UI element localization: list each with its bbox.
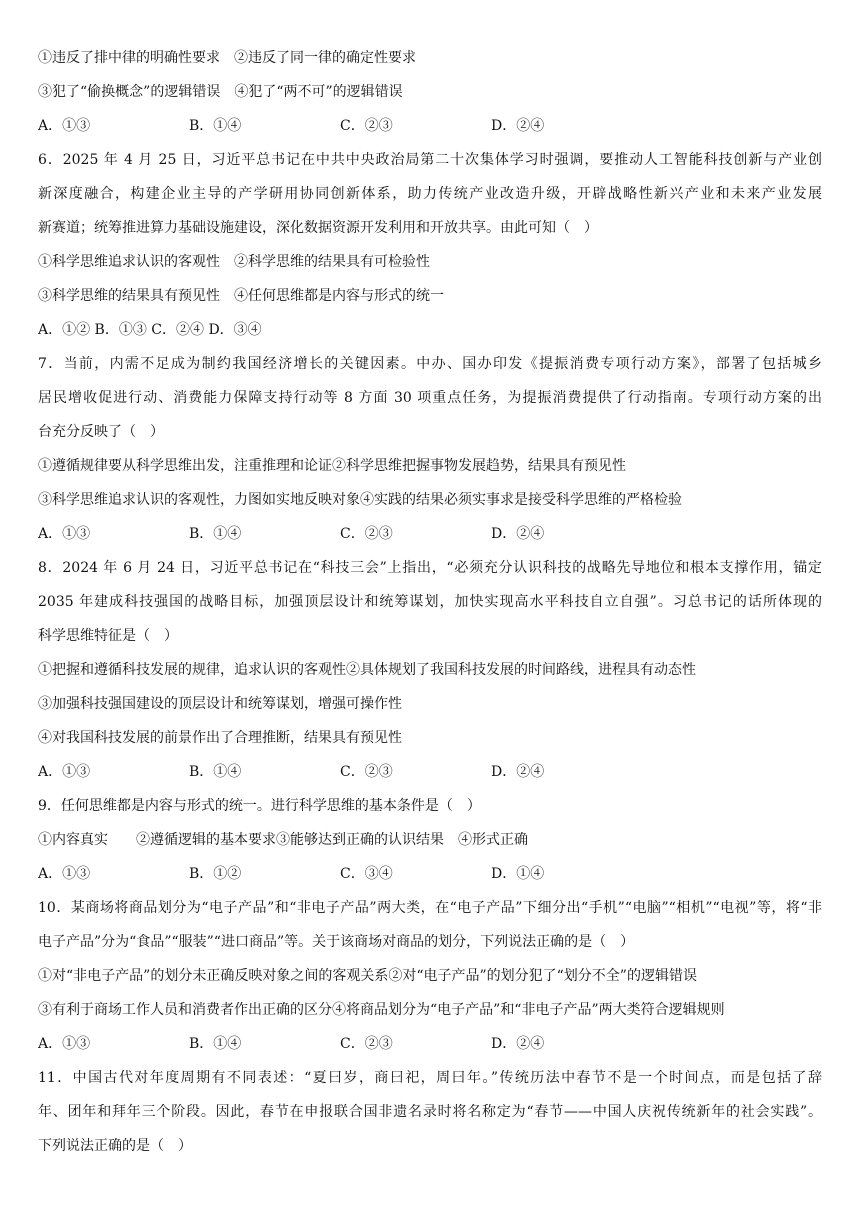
q6-item-line-1: ①科学思维追求认识的客观性 ②科学思维的结果具有可检验性 <box>38 254 430 270</box>
q5-item-line-2: ③犯了“偷换概念”的逻辑错误 ④犯了“两不可”的逻辑错误 <box>38 84 403 100</box>
q10-item-line-1: ①对“非电子产品”的划分未正确反映对象之间的客观关系②对“电子产品”的划分犯了“划分不全”的逻辑错误 <box>38 968 697 984</box>
q8-options <box>38 762 822 782</box>
q8-option-d[interactable]: D．②④ <box>491 764 545 780</box>
q10-stem-line-2: 电子产品”分为“食品”“服装”“进口商品”等。关于该商场对商品的划分，下列说法正确的是（ ） <box>38 934 635 950</box>
q7-stem-line-1: 7．当前，内需不足成为制约我国经济增长的关键因素。中办、国办印发《提振消费专项行动方案》，部署了包括城乡 <box>38 356 822 372</box>
q5-option-a[interactable]: A．①③ <box>38 118 91 134</box>
q8-option-c[interactable]: C．②③ <box>340 764 393 780</box>
q10-option-b[interactable]: B．①④ <box>189 1036 242 1052</box>
q9-item-line-1: ①内容真实 ②遵循逻辑的基本要求③能够达到正确的认识结果 ④形式正确 <box>38 832 528 848</box>
q10-option-a[interactable]: A．①③ <box>38 1036 91 1052</box>
q8-item-line-1: ①把握和遵循科技发展的规律，追求认识的客观性②具体规划了我国科技发展的时间路线，进程具有动态性 <box>38 662 696 678</box>
q11-stem-line-1: 11．中国古代对年度周期有不同表述：“夏曰岁，商曰祀，周曰年。”传统历法中春节不是一个时间点，而是包括了辞 <box>38 1070 822 1086</box>
q6-stem-line-1: 6．2025 年 4 月 25 日，习近平总书记在中共中央政治局第二十次集体学习时强调，要推动人工智能科技创新与产业创 <box>38 152 822 168</box>
q10-item-line-2: ③有利于商场工作人员和消费者作出正确的区分④将商品划分为“电子产品”和“非电子产品”两大类符合逻辑规则 <box>38 1002 725 1018</box>
q8-item-line-3: ④对我国科技发展的前景作出了合理推断，结果具有预见性 <box>38 730 402 746</box>
q8-item-line-2: ③加强科技强国建设的顶层设计和统筹谋划，增强可操作性 <box>38 696 402 712</box>
q7-option-a[interactable]: A．①③ <box>38 526 91 542</box>
q7-item-line-1: ①遵循规律要从科学思维出发，注重推理和论证②科学思维把握事物发展趋势，结果具有预见性 <box>38 458 626 474</box>
q5-options <box>38 116 822 136</box>
q11-stem-line-3: 下列说法正确的是（ ） <box>38 1138 192 1154</box>
q10-stem-line-1: 10．某商场将商品划分为“电子产品”和“非电子产品”两大类，在“电子产品”下细分出“手机”“电脑”“相机”“电视”等，将“非 <box>38 900 822 916</box>
q10-option-d[interactable]: D．②④ <box>491 1036 545 1052</box>
q10-option-c[interactable]: C．②③ <box>340 1036 393 1052</box>
q7-stem-line-2: 居民增收促进行动、消费能力保障支持行动等 8 方面 30 项重点任务，为提振消费提供了行动指南。专项行动方案的出 <box>38 390 822 406</box>
q6-item-line-2: ③科学思维的结果具有预见性 ④任何思维都是内容与形式的统一 <box>38 288 444 304</box>
q7-option-c[interactable]: C．②③ <box>340 526 393 542</box>
q7-option-d[interactable]: D．②④ <box>491 526 545 542</box>
q5-item-line-1: ①违反了排中律的明确性要求 ②违反了同一律的确定性要求 <box>38 50 416 66</box>
q8-stem-line-2: 2035 年建成科技强国的战略目标，加强顶层设计和统筹谋划，加快实现高水平科技自立自强”。习总书记的话所体现的 <box>38 594 822 610</box>
q11-stem-line-2: 年、团年和拜年三个阶段。因此，春节在申报联合国非遗名录时将名称定为“春节——中国人庆祝传统新年的社会实践”。 <box>38 1104 822 1120</box>
q9-option-b[interactable]: B．①② <box>189 866 242 882</box>
q10-options <box>38 1034 822 1054</box>
q9-option-a[interactable]: A．①③ <box>38 866 91 882</box>
q9-options <box>38 864 822 884</box>
q8-stem-line-3: 科学思维特征是（ ） <box>38 628 178 644</box>
q8-stem-line-1: 8．2024 年 6 月 24 日，习近平总书记在“科技三会”上指出，“必须充分认识科技的战略先导地位和根本支撑作用，锚定 <box>38 560 822 576</box>
q7-stem-line-3: 台充分反映了（ ） <box>38 424 164 440</box>
q8-option-a[interactable]: A．①③ <box>38 764 91 780</box>
q6-options[interactable]: A．①② B．①③ C．②④ D．③④ <box>38 322 262 338</box>
q7-options <box>38 524 822 544</box>
q8-option-b[interactable]: B．①④ <box>189 764 242 780</box>
q5-option-b[interactable]: B．①④ <box>189 118 242 134</box>
q6-stem-line-3: 新赛道；统筹推进算力基础设施建设，深化数据资源开发利用和开放共享。由此可知（ ） <box>38 220 598 236</box>
q9-stem-line-1: 9．任何思维都是内容与形式的统一。进行科学思维的基本条件是（ ） <box>38 798 481 814</box>
q5-option-d[interactable]: D．②④ <box>491 118 545 134</box>
q7-option-b[interactable]: B．①④ <box>189 526 242 542</box>
q9-option-c[interactable]: C．③④ <box>340 866 393 882</box>
q6-stem-line-2: 新深度融合，构建企业主导的产学研用协同创新体系，助力传统产业改造升级，开辟战略性新兴产业和未来产业发展 <box>38 186 822 202</box>
q5-option-c[interactable]: C．②③ <box>340 118 393 134</box>
q7-item-line-2: ③科学思维追求认识的客观性，力图如实地反映对象④实践的结果必须实事求是接受科学思维的严格检验 <box>38 492 682 508</box>
q9-option-d[interactable]: D．①④ <box>491 866 545 882</box>
